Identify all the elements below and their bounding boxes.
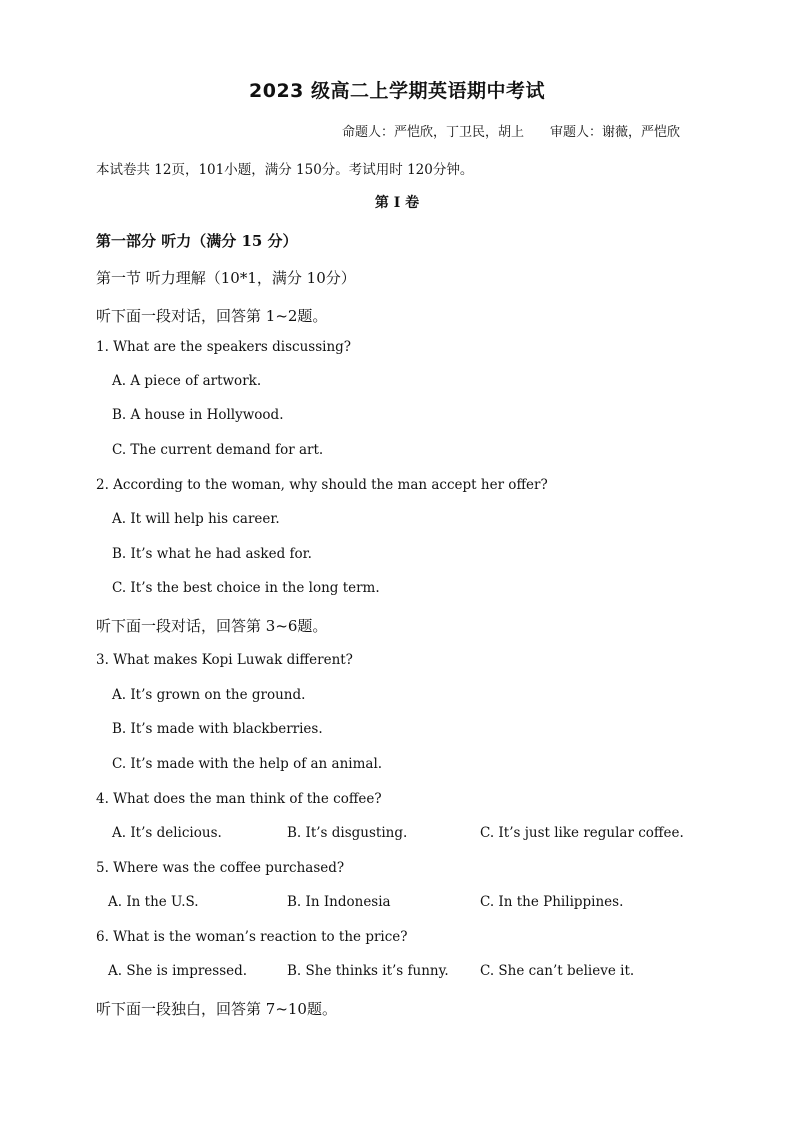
question-stem: 4. What does the man think of the coffee? bbox=[96, 791, 382, 807]
option-5b: B. In Indonesia bbox=[287, 894, 391, 910]
part1-heading: 第一部分 听力（满分 15 分） bbox=[96, 232, 298, 250]
option-1b: B. A house in Hollywood. bbox=[112, 407, 284, 423]
exam-authors bbox=[342, 121, 680, 140]
option-3c: C. It’s made with the help of an animal. bbox=[112, 756, 383, 772]
exam-instructions: 本试卷共 12页，101小题，满分 150分。考试用时 120分钟。 bbox=[96, 162, 474, 178]
question-stem: 3. What makes Kopi Luwak different? bbox=[96, 652, 353, 668]
option-6a: A. She is impressed. bbox=[108, 963, 248, 979]
question-stem: 2. According to the woman, why should the man accept her offer? bbox=[96, 477, 548, 493]
direction-dialogue-2: 听下面一段对话，回答第 3~6题。 bbox=[96, 617, 328, 635]
direction-monologue: 听下面一段独白，回答第 7~10题。 bbox=[96, 1000, 337, 1018]
section1-heading: 第一节 听力理解（10*1，满分 10分） bbox=[96, 269, 356, 287]
option-6b: B. She thinks it’s funny. bbox=[287, 963, 449, 979]
option-4a: A. It’s delicious. bbox=[112, 825, 222, 841]
option-5c: C. In the Philippines. bbox=[480, 894, 624, 910]
exam-title: 2023 级高二上学期英语期中考试 bbox=[249, 80, 545, 102]
option-2a: A. It will help his career. bbox=[112, 511, 280, 527]
direction-dialogue-1: 听下面一段对话，回答第 1~2题。 bbox=[96, 307, 328, 325]
reviewers-text: 审题人：谢薇，严恺欣 bbox=[549, 125, 680, 140]
question-stem: 6. What is the woman’s reaction to the price? bbox=[96, 929, 408, 945]
volume-heading: 第 I 卷 bbox=[374, 195, 420, 211]
option-2c: C. It’s the best choice in the long term. bbox=[112, 580, 380, 596]
option-5a: A. In the U.S. bbox=[108, 894, 199, 910]
option-4c: C. It’s just like regular coffee. bbox=[480, 825, 684, 841]
option-3b: B. It’s made with blackberries. bbox=[112, 721, 323, 737]
question-stem: 1. What are the speakers discussing? bbox=[96, 339, 352, 355]
option-4b: B. It’s disgusting. bbox=[287, 825, 408, 841]
option-6c: C. She can’t believe it. bbox=[480, 963, 635, 979]
setters-text: 命题人：严恺欣，丁卫民，胡上 bbox=[341, 125, 524, 140]
question-stem: 5. Where was the coffee purchased? bbox=[96, 860, 345, 876]
option-1a: A. A piece of artwork. bbox=[112, 373, 262, 389]
option-3a: A. It’s grown on the ground. bbox=[112, 687, 306, 703]
option-2b: B. It’s what he had asked for. bbox=[112, 546, 312, 562]
option-1c: C. The current demand for art. bbox=[112, 442, 324, 458]
